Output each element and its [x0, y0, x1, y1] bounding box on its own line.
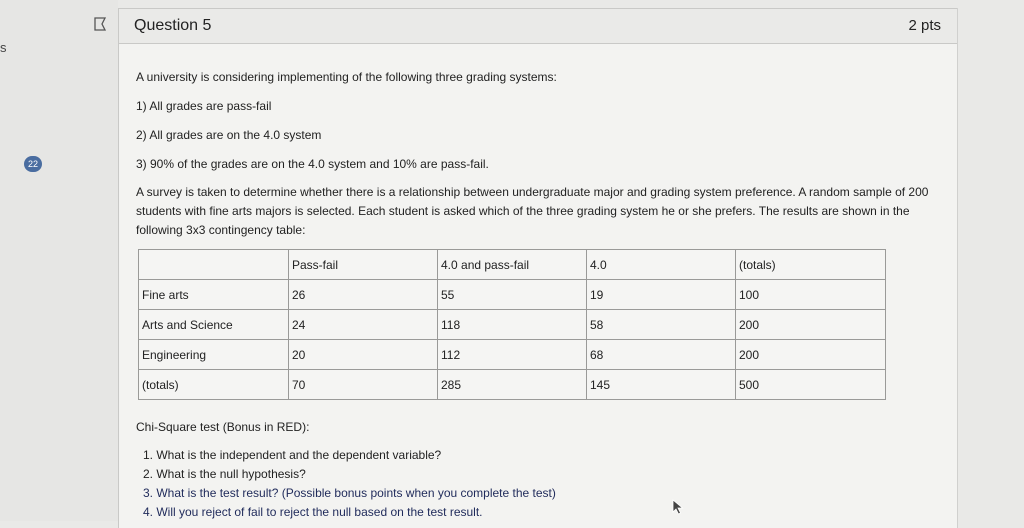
table-header-cell: (totals)	[736, 250, 886, 280]
chi-question-2: 2. What is the null hypothesis?	[143, 467, 306, 481]
table-row	[139, 340, 886, 370]
chi-question-4: 4. Will you reject of fail to reject the null based on the test result.	[143, 505, 483, 519]
edge-letter: s	[0, 40, 7, 55]
table-cell: 70	[289, 370, 438, 400]
table-header-cell: 4.0 and pass-fail	[438, 250, 587, 280]
question-points: 2 pts	[908, 17, 941, 34]
table-row	[139, 310, 886, 340]
table-cell: 68	[587, 340, 736, 370]
table-cell: 19	[587, 280, 736, 310]
table-cell: 55	[438, 280, 587, 310]
table-cell: Arts and Science	[139, 310, 289, 340]
table-header-row	[139, 250, 886, 280]
table-cell: 200	[736, 310, 886, 340]
chi-question-3: 3. What is the test result? (Possible bonus points when you complete the test)	[143, 486, 556, 500]
table-row	[139, 280, 886, 310]
intro-text: A university is considering implementing of the following three grading systems:	[136, 70, 557, 84]
flag-icon[interactable]	[93, 17, 107, 31]
table-cell: 24	[289, 310, 438, 340]
table-cell: 200	[736, 340, 886, 370]
table-cell: 20	[289, 340, 438, 370]
table-cell: 145	[587, 370, 736, 400]
left-gutter	[0, 0, 118, 521]
table-cell: 285	[438, 370, 587, 400]
question-title: Question 5	[134, 17, 212, 34]
cursor-arrow-icon	[672, 499, 684, 515]
question-header	[119, 8, 957, 44]
chi-square-heading: Chi-Square test (Bonus in RED):	[136, 420, 310, 434]
question-card	[118, 8, 958, 528]
table-header-cell: 4.0	[587, 250, 736, 280]
table-cell: 118	[438, 310, 587, 340]
table-cell: Fine arts	[139, 280, 289, 310]
contingency-table	[138, 249, 886, 400]
table-cell: Engineering	[139, 340, 289, 370]
option-3: 3) 90% of the grades are on the 4.0 system and 10% are pass-fail.	[136, 157, 489, 171]
option-2: 2) All grades are on the 4.0 system	[136, 128, 322, 142]
question-counter-badge[interactable]: 22	[24, 156, 42, 172]
table-cell: 112	[438, 340, 587, 370]
survey-description: A survey is taken to determine whether there is a relationship between undergraduate major and grading system preference. A random sample of 200 students with fine arts majors is selected. Each student is asked which of the three grading system he or she prefers. The results are shown in the following 3x3 contingency table:	[136, 185, 929, 237]
table-cell: 500	[736, 370, 886, 400]
chi-question-1: 1. What is the independent and the dependent variable?	[143, 448, 442, 462]
table-cell: (totals)	[139, 370, 289, 400]
table-cell: 26	[289, 280, 438, 310]
table-cell: 100	[736, 280, 886, 310]
table-header-cell: Pass-fail	[289, 250, 438, 280]
table-cell: 58	[587, 310, 736, 340]
table-header-cell	[139, 250, 289, 280]
option-1: 1) All grades are pass-fail	[136, 99, 272, 113]
table-row	[139, 370, 886, 400]
